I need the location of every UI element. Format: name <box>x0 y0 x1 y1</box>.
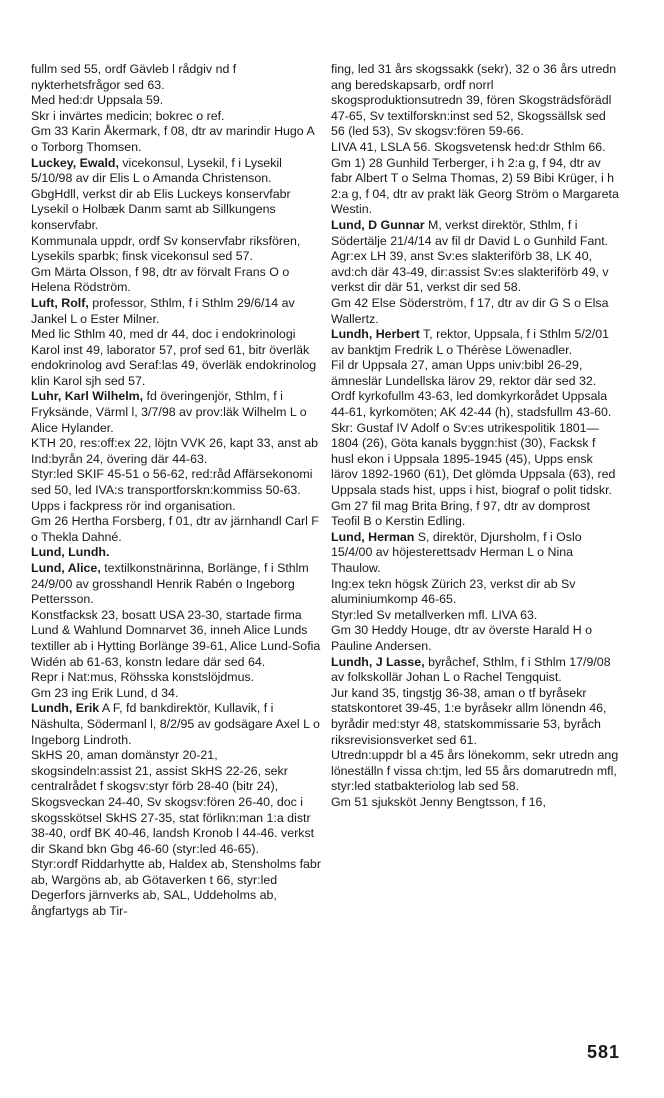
entry-text: fd överingenjör, Sthlm, f i Fryksände, Värml l, 3/7/98 av prov:läk Wilhelm L o Alice Hylander. <box>31 389 307 435</box>
page-number: 581 <box>586 1042 620 1062</box>
entry-name: Luckey, Ewald, <box>31 155 119 170</box>
entry-text: Konstfacksk 23, bosatt USA 23-30, startade firma Lund & Wahlund Domnarvet 36, inneh Alice Lunds textiller ab i Hytting Borlänge 39-61, Alice Lund-Sofia Widén ab 61-63, konstn ledare där sed 64. <box>31 607 321 669</box>
entry-text: Fil dr Uppsala 27, aman Upps univ:bibl 26-29, ämneslär Lundellska lärov 29, rektor där sed 32. <box>331 358 597 388</box>
entry-text: Gm 27 fil mag Brita Bring, f 97, dtr av domprost Teofil B o Kerstin Edling. <box>331 498 590 529</box>
entry-paragraph <box>31 748 321 857</box>
entry-text: Gm 23 ing Erik Lund, d 34. <box>31 685 179 700</box>
entry-text: Gm 42 Else Söderström, f 17, dtr av dir G S o Elsa Wallertz. <box>331 295 609 326</box>
entry-paragraph <box>331 296 621 327</box>
entry-paragraph <box>31 561 321 608</box>
entry-name: Lund, Lundh. <box>31 545 110 560</box>
entry-paragraph <box>331 623 621 654</box>
entry-paragraph <box>31 62 321 93</box>
entry-text: Gm 30 Heddy Houge, dtr av överste Harald H o Pauline Andersen. <box>331 623 593 653</box>
entry-text: fing, led 31 års skogssakk (sekr), 32 o 36 års utredn ang beredskapsarb, ordf norrl skogsproduktionsutredn 39, fören Skogsträdsförädl 47-65, Sv textilforskn:inst sed 52, Skogssällsk sed 56 (led 53), Sv skogsv:fören 59-66. <box>331 62 617 139</box>
entry-paragraph <box>31 296 321 327</box>
entry-text: vicekonsul, Lysekil, f i Lysekil 5/10/98 av dir Elis L o Amanda Christenson. <box>31 155 282 186</box>
entry-text: Utredn:uppdr bl a 45 års lönekomm, sekr utredn ang löneställn f vissa ch:tjm, led 55 års domarutredn mfl, styr:led statbakteriolog lab sed 58. <box>331 748 619 794</box>
entry-name: Lund, D Gunnar <box>331 217 425 232</box>
entry-text: textilkonstnärinna, Borlänge, f i Sthlm 24/9/00 av grosshandl Henrik Rabén o Ingeborg Pettersson. <box>31 561 309 607</box>
entry-paragraph <box>331 389 621 420</box>
entry-text: GbgHdll, verkst dir ab Elis Luckeys konservfabr Lysekil o Holbæk Danm samt ab Sillkungens konservfabr. <box>31 186 291 232</box>
entry-paragraph <box>31 686 321 702</box>
entry-paragraph <box>331 421 621 499</box>
entry-text: Med lic Sthlm 40, med dr 44, doc i endokrinologi Karol inst 49, laborator 57, prof sed 61, bitr överläk endokrinolog avd Seraf:las 49, överläk endokrinolog klin Karol sjh sed 57. <box>31 327 317 388</box>
entry-text: T, rektor, Uppsala, f i Sthlm 5/2/01 av banktjm Fredrik L o Thérèse Löwenadler. <box>331 327 609 357</box>
entry-paragraph <box>331 499 621 530</box>
entry-text: S, direktör, Djursholm, f i Oslo 15/4/00 av höjesterettsadv Herman L o Nina Thaulow. <box>331 529 582 575</box>
entry-paragraph <box>31 234 321 265</box>
entry-paragraph <box>31 327 321 389</box>
entry-name: Luhr, Karl Wilhelm, <box>31 389 144 404</box>
entry-text: Skr i invärtes medicin; bokrec o ref. <box>31 108 225 123</box>
entry-text: Jur kand 35, tingstjg 36-38, aman o tf byråsekr statskontoret 39-45, 1:e byråsekr allm lönendn 46, byrådir med:styr 48, statskommissarie 53, byråch riksrevisionsverket sed 61. <box>331 685 607 747</box>
entry-paragraph <box>31 265 321 296</box>
entry-paragraph <box>31 701 321 748</box>
entry-paragraph <box>331 327 621 358</box>
entry-name: Luft, Rolf, <box>31 295 89 310</box>
entry-paragraph <box>331 686 621 748</box>
entry-text: Styr:led Sv metallverken mfl. LIVA 63. <box>331 607 538 622</box>
entry-text: A F, fd bankdirektör, Kullavik, f i Näshulta, Södermanl l, 8/2/95 av godsägare Axel L o Ingeborg Lindroth. <box>31 701 320 747</box>
entry-paragraph <box>331 358 621 389</box>
entry-text: Gm 51 sjuksköt Jenny Bengtsson, f 16, <box>331 794 546 809</box>
entry-text: Agr:ex LH 39, anst Sv:es slakteriförb 38, LK 40, avd:ch där 43-49, dir:assist Sv:es slakteriförb 49, v verkst dir där 51, verkst dir sed 58. <box>331 249 609 295</box>
entry-paragraph <box>331 655 621 686</box>
entry-text: Med hed:dr Uppsala 59. <box>31 93 164 108</box>
entry-text: Kommunala uppdr, ordf Sv konservfabr riksfören, Lysekils sparbk; finsk vicekonsul sed 57. <box>31 233 301 264</box>
entry-paragraph <box>31 514 321 545</box>
entry-paragraph <box>331 577 621 608</box>
entry-name: Lund, Alice, <box>31 561 101 575</box>
entry-text: Ing:ex tekn högsk Zürich 23, verkst dir ab Sv aluminiumkomp 46-65. <box>331 576 576 607</box>
entry-text: Upps i fackpress rör ind organisation. <box>31 498 236 513</box>
entry-name: Lund, Herman <box>331 529 415 544</box>
entry-paragraph <box>331 748 621 795</box>
entry-text: Gm 26 Hertha Forsberg, f 01, dtr av järnhandl Carl F o Thekla Dahné. <box>31 514 319 544</box>
entry-paragraph <box>331 795 621 811</box>
entry-paragraph <box>31 857 321 919</box>
entry-paragraph <box>31 670 321 686</box>
entry-text: Repr i Nat:mus, Röhsska konstslöjdmus. <box>31 670 255 685</box>
entry-paragraph <box>31 93 321 109</box>
entry-paragraph <box>331 608 621 624</box>
entry-text: Styr:ordf Riddarhytte ab, Haldex ab, Stensholms fabr ab, Wargöns ab, ab Götaverken t 66, styr:led Degerfors järnverks ab, SAL, Uddeholms ab, ångfartygs ab Tir- <box>31 857 321 919</box>
entry-paragraph <box>31 608 321 670</box>
entry-paragraph <box>31 156 321 187</box>
entry-text: Gm Märta Olsson, f 98, dtr av förvalt Frans O o Helena Rödström. <box>31 264 290 295</box>
entry-paragraph <box>31 389 321 436</box>
entry-text: KTH 20, res:off:ex 22, löjtn VVK 26, kapt 33, anst ab Ind:byrån 24, övering där 44-63. <box>31 436 318 466</box>
entry-paragraph <box>31 499 321 515</box>
left-column <box>31 62 321 920</box>
entry-text: byråchef, Sthlm, f i Sthlm 17/9/08 av folkskollär Johan L o Rachel Tengquist. <box>331 654 611 685</box>
entry-text: M, verkst direktör, Sthlm, f i Södertälje 21/4/14 av fil dr David L o Gunhild Fant. <box>331 217 609 248</box>
entry-paragraph <box>31 109 321 125</box>
entry-text: fullm sed 55, ordf Gävleb l rådgiv nd f nykterhetsfrågor sed 63. <box>31 62 237 92</box>
entry-paragraph <box>31 467 321 498</box>
entry-paragraph <box>331 530 621 577</box>
entry-text: Gm 1) 28 Gunhild Terberger, i h 2:a g, f 94, dtr av fabr Albert T o Selma Thomas, 2) 59 Bibi Krüger, i h 2:a g, f 04, dtr av prakt läk Georg Ström o Margareta Westin. <box>331 155 619 217</box>
entry-paragraph <box>331 156 621 218</box>
right-column <box>331 62 621 811</box>
entry-paragraph <box>331 249 621 296</box>
entry-name: Lundh, Herbert <box>331 327 420 342</box>
entry-paragraph <box>31 187 321 234</box>
entry-paragraph <box>31 124 321 155</box>
entry-name: Lundh, Erik <box>31 701 100 716</box>
entry-paragraph <box>331 140 621 156</box>
entry-text: LIVA 41, LSLA 56. Skogsvetensk hed:dr Sthlm 66. <box>331 139 606 154</box>
entry-paragraph <box>331 218 621 249</box>
entry-text: Ordf kyrkofullm 43-63, led domkyrkorådet Uppsala 44-61, kyrkomöten; AK 42-44 (h), stadsfullm 43-60. <box>331 389 612 420</box>
entry-paragraph <box>331 62 621 140</box>
entry-paragraph <box>31 545 321 561</box>
entry-text: professor, Sthlm, f i Sthlm 29/6/14 av Jankel L o Ester Milner. <box>31 295 295 326</box>
entry-text: Skr: Gustaf IV Adolf o Sv:es utrikespolitik 1801—1804 (26), Göta kanals byggn:hist (30), Facksk f husl ekon i Uppsala 1895-1945 (45), Upps ensk lärov 1892-1960 (61), Det glömda Uppsala (63), red Uppsala stads hist, upps i hist, biograf o polit tidskr. <box>331 420 616 498</box>
entry-name: Lundh, J Lasse, <box>331 654 425 669</box>
entry-text: SkHS 20, aman domänstyr 20-21, skogsindeln:assist 21, assist SkHS 22-26, sekr centralrådet f skogsv:styr förb 28-40 (bitr 24), Skogsveckan 24-40, Sv skogsv:fören 26-40, doc i skogsskötsel SkHS 27-35, stat förlikn:man 1:a distr 38-40, ordf BK 40-46, landsh Kronob l 44-46. verkst dir Skand bkn Gbg 46-60 (styr:led 46-65). <box>31 748 315 856</box>
entry-text: Styr:led SKIF 45-51 o 56-62, red:råd Affärsekonomi sed 50, led IVA:s transportforskn:kommiss 50-63. <box>31 467 313 498</box>
entry-paragraph <box>31 436 321 467</box>
entry-text: Gm 33 Karin Åkermark, f 08, dtr av marindir Hugo A o Torborg Thomsen. <box>31 124 315 154</box>
